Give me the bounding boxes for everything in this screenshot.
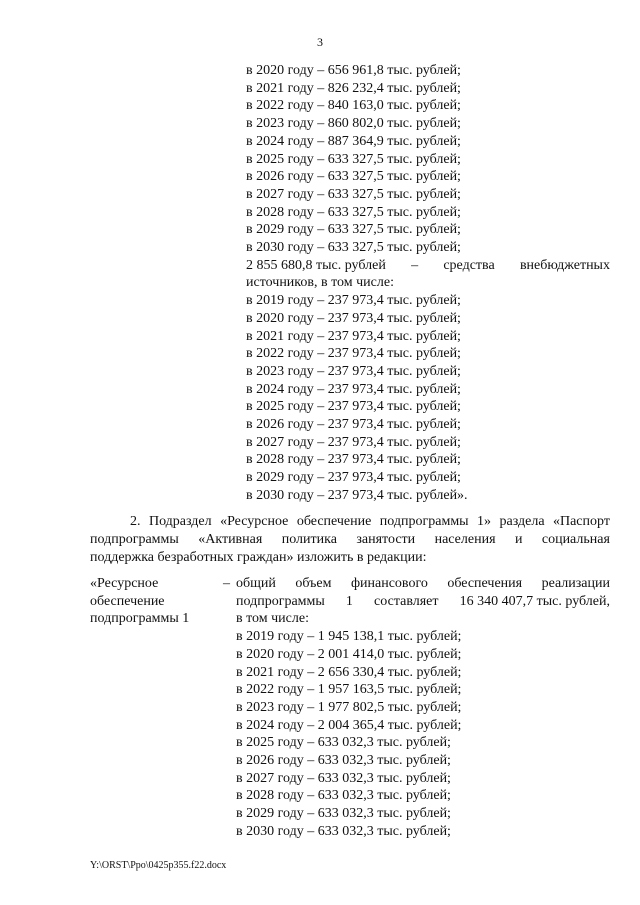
resource-label-line: подпрограммы 1 xyxy=(90,611,190,627)
resource-yearly-list xyxy=(236,628,610,840)
resource-year-line: в 2023 году – 1 977 802,5 тыс. рублей; xyxy=(236,699,462,715)
extra-funding-year-line: в 2026 году – 237 973,4 тыс. рублей; xyxy=(246,417,461,433)
intro-word: объем xyxy=(295,576,332,591)
extra-funding-year-line: в 2028 году – 237 973,4 тыс. рублей; xyxy=(246,452,461,468)
funding-year-line: в 2029 году – 633 327,5 тыс. рублей; xyxy=(246,222,461,238)
resource-label xyxy=(90,575,225,628)
funding-year-line: в 2021 году – 826 232,4 тыс. рублей; xyxy=(246,80,461,96)
yearly-funding-list xyxy=(246,62,610,257)
funding-year-line: в 2028 году – 633 327,5 тыс. рублей; xyxy=(246,204,461,220)
paragraph-row-3: поддержка безработных граждан» изложить в редакции: xyxy=(90,550,427,566)
funding-block-continued xyxy=(246,62,610,505)
intro-word: 16 340 407,7 тыс. рублей, xyxy=(459,593,610,609)
extra-funding-year-line: в 2019 году – 237 973,4 тыс. рублей; xyxy=(246,293,461,309)
resource-body xyxy=(236,575,610,841)
paragraph-word: социальная xyxy=(541,532,610,548)
funding-year-line: в 2023 году – 860 802,0 тыс. рублей; xyxy=(246,116,461,132)
file-path-footer: Y:\ORST\Ppo\0425p355.f22.docx xyxy=(90,860,227,871)
resource-year-line: в 2024 году – 2 004 365,4 тыс. рублей; xyxy=(236,717,462,733)
paragraph-word: занятости xyxy=(356,532,416,548)
intro-word: обеспечения xyxy=(447,576,523,591)
resource-year-line: в 2020 году – 2 001 414,0 тыс. рублей; xyxy=(236,646,462,662)
resource-year-line: в 2030 году – 633 032,3 тыс. рублей; xyxy=(236,823,451,839)
extra-funding-year-line: в 2023 году – 237 973,4 тыс. рублей; xyxy=(246,363,461,379)
paragraph-word: раздела xyxy=(499,514,545,529)
intro-word: 1 xyxy=(345,593,353,609)
funding-year-line: в 2027 году – 633 327,5 тыс. рублей; xyxy=(246,186,461,202)
funding-year-line: в 2025 году – 633 327,5 тыс. рублей; xyxy=(246,151,461,167)
extra-word: внебюджетных xyxy=(519,257,610,273)
amendment-paragraph xyxy=(90,513,610,568)
extra-funding-year-line: в 2029 году – 237 973,4 тыс. рублей; xyxy=(246,470,461,486)
intro-word: подпрограммы xyxy=(236,593,325,609)
funding-year-line: в 2024 году – 887 364,9 тыс. рублей; xyxy=(246,133,461,149)
paragraph-word: обеспечение xyxy=(296,514,372,529)
paragraph-word: населения xyxy=(434,532,496,548)
extra-word: – xyxy=(411,257,419,273)
extra-funding-year-line: в 2024 году – 237 973,4 тыс. рублей; xyxy=(246,381,461,397)
funding-year-line: в 2020 году – 656 961,8 тыс. рублей; xyxy=(246,63,461,78)
intro-row-2 xyxy=(236,593,610,611)
paragraph-word: «Активная xyxy=(198,532,263,548)
resource-year-line: в 2019 году – 1 945 138,1 тыс. рублей; xyxy=(236,629,462,645)
paragraph-word: подпрограммы xyxy=(90,532,179,548)
intro-row-3: в том числе: xyxy=(236,611,309,627)
intro-word: общий xyxy=(236,576,276,591)
extra-funding-year-line: в 2020 году – 237 973,4 тыс. рублей; xyxy=(246,310,461,326)
paragraph-word: 2. xyxy=(130,514,141,529)
resource-year-line: в 2025 году – 633 032,3 тыс. рублей; xyxy=(236,735,451,751)
paragraph-word: подпрограммы xyxy=(379,514,469,529)
extra-funding-year-line: в 2030 году – 237 973,4 тыс. рублей». xyxy=(246,487,468,503)
intro-word: финансового xyxy=(350,576,428,591)
resource-year-line: в 2026 году – 633 032,3 тыс. рублей; xyxy=(236,753,451,769)
extra-funding-year-line: в 2021 году – 237 973,4 тыс. рублей; xyxy=(246,328,461,344)
paragraph-row-2 xyxy=(90,531,610,549)
paragraph-word: и xyxy=(514,532,523,548)
extra-funding-year-line: в 2025 году – 237 973,4 тыс. рублей; xyxy=(246,399,461,415)
extra-budgetary-yearly-list xyxy=(246,292,610,504)
extra-funding-year-line: в 2027 году – 237 973,4 тыс. рублей; xyxy=(246,434,461,450)
funding-year-line: в 2022 году – 840 163,0 тыс. рублей; xyxy=(246,98,461,114)
extra-budgetary-line xyxy=(246,257,610,275)
paragraph-row-1 xyxy=(90,513,610,531)
resource-year-line: в 2022 году – 1 957 163,5 тыс. рублей; xyxy=(236,682,462,698)
resource-year-line: в 2027 году – 633 032,3 тыс. рублей; xyxy=(236,770,451,786)
resource-year-line: в 2028 году – 633 032,3 тыс. рублей; xyxy=(236,788,451,804)
paragraph-word: Подраздел xyxy=(148,514,212,529)
intro-word: составляет xyxy=(374,593,439,609)
page-number: 3 xyxy=(317,35,323,49)
funding-year-line: в 2030 году – 633 327,5 тыс. рублей; xyxy=(246,240,461,256)
paragraph-word: «Паспорт xyxy=(552,514,610,529)
paragraph-word: политика xyxy=(281,532,337,548)
intro-word: реализации xyxy=(541,576,610,591)
resource-label-line: обеспечение xyxy=(90,593,165,609)
extra-budgetary-line-2: источников, в том числе: xyxy=(246,275,394,291)
paragraph-word: 1» xyxy=(477,514,492,529)
resource-year-line: в 2029 году – 633 032,3 тыс. рублей; xyxy=(236,806,451,822)
resource-year-line: в 2021 году – 2 656 330,4 тыс. рублей; xyxy=(236,664,462,680)
paragraph-word: «Ресурсное xyxy=(220,514,289,529)
extra-funding-year-line: в 2022 году – 237 973,4 тыс. рублей; xyxy=(246,346,461,362)
funding-year-line: в 2026 году – 633 327,5 тыс. рублей; xyxy=(246,169,461,185)
resource-label-line: «Ресурсное xyxy=(90,576,159,591)
intro-row-1 xyxy=(236,575,610,593)
resource-dash: – xyxy=(223,576,230,591)
extra-word: средства xyxy=(443,257,495,273)
extra-word: 2 855 680,8 тыс. рублей xyxy=(246,257,386,273)
